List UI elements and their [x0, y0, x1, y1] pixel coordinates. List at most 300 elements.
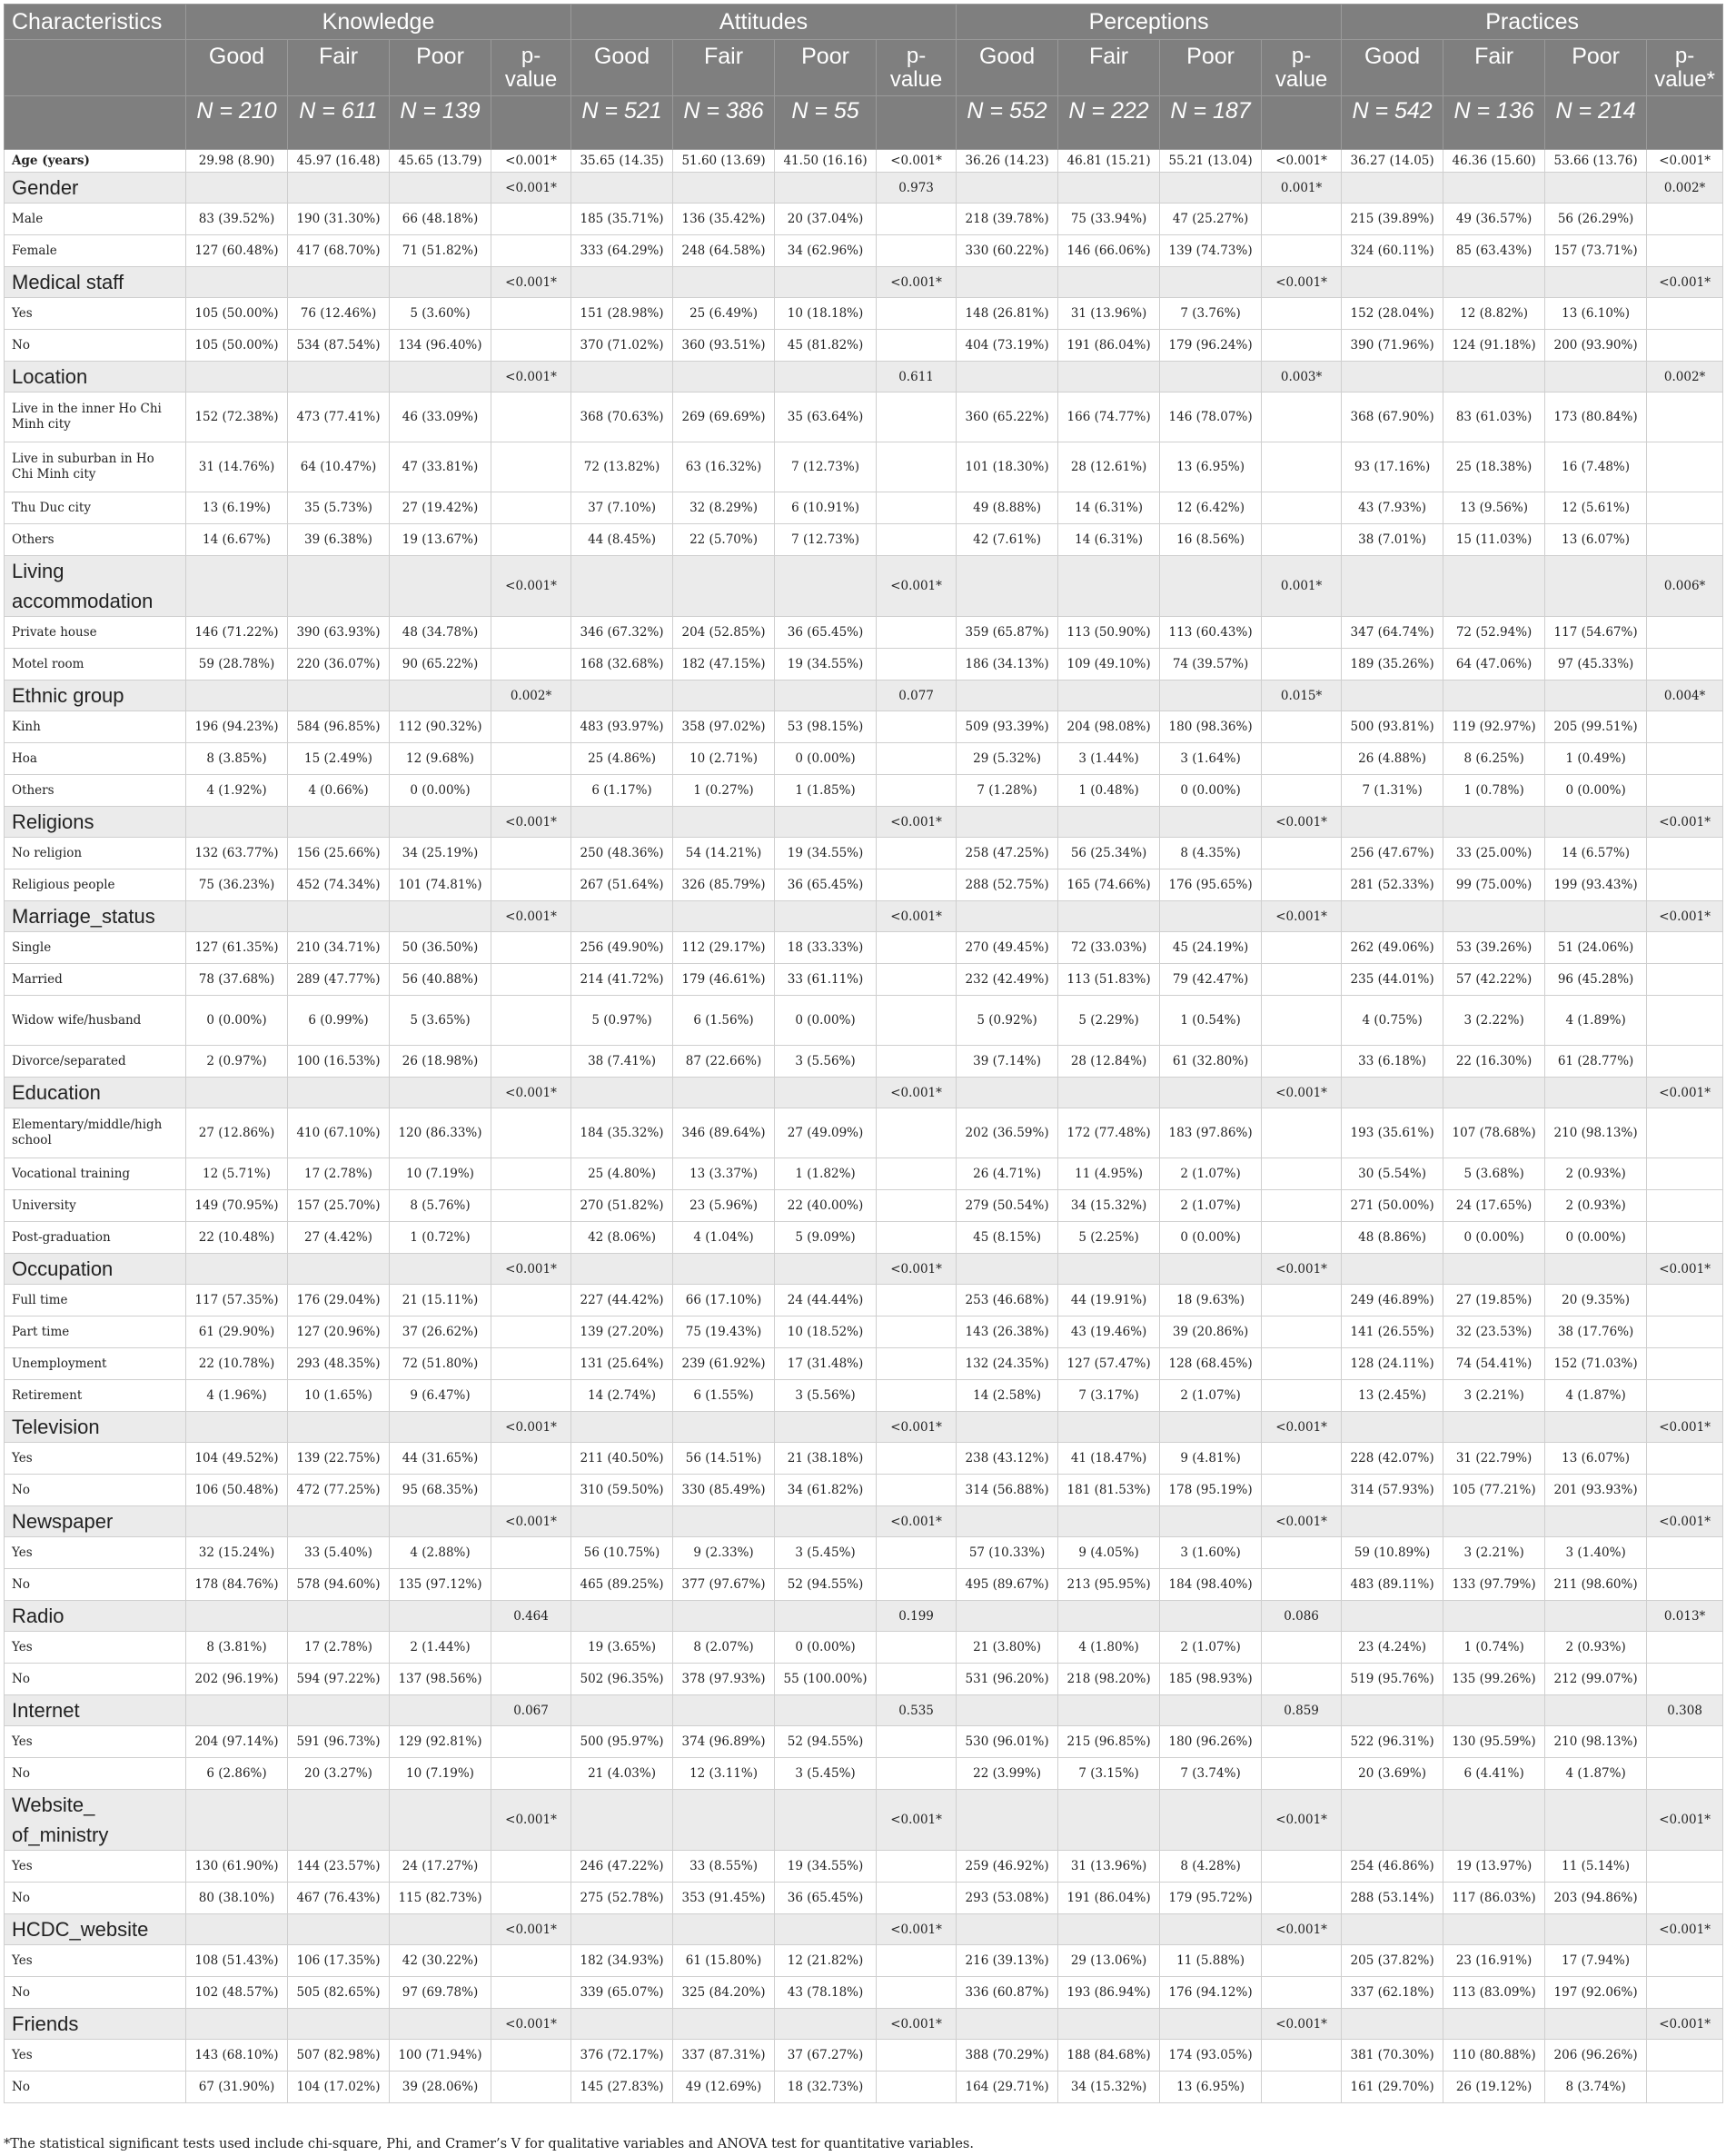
empty-cell: [491, 932, 571, 964]
data-cell: 417 (68.70%): [288, 235, 390, 267]
empty-cell: [288, 267, 390, 298]
empty-cell: [877, 2072, 957, 2103]
level-header-fair: Fair: [1443, 40, 1545, 96]
pvalue-cell: <0.001*: [1647, 1078, 1723, 1108]
empty-cell: [1545, 267, 1647, 298]
data-cell: 214 (41.72%): [571, 964, 673, 996]
data-cell: 35 (5.73%): [288, 492, 390, 524]
table-row: [5, 1664, 1723, 1695]
data-cell: 74 (54.41%): [1443, 1348, 1545, 1380]
data-cell: 6 (1.55%): [673, 1380, 775, 1412]
empty-cell: [571, 1078, 673, 1108]
row-label: Full time: [5, 1285, 186, 1316]
data-cell: 215 (96.85%): [1058, 1726, 1160, 1758]
empty-cell: [957, 1790, 1058, 1851]
row-label: No: [5, 1883, 186, 1914]
data-cell: 5 (9.09%): [775, 1222, 877, 1254]
data-cell: 19 (34.55%): [775, 1851, 877, 1883]
level-header-good: Good: [957, 40, 1058, 96]
empty-cell: [491, 204, 571, 235]
table-row: [5, 996, 1723, 1046]
empty-cell: [1262, 1632, 1342, 1664]
empty-cell: [491, 1046, 571, 1078]
sample-size-text: N = 542: [1352, 98, 1433, 124]
data-cell: 531 (96.20%): [957, 1664, 1058, 1695]
empty-cell: [775, 807, 877, 838]
group-header-attitudes: Attitudes: [571, 5, 957, 40]
level-header-poor: Poor: [1545, 40, 1647, 96]
empty-cell: [877, 1945, 957, 1977]
data-cell: 45 (81.82%): [775, 330, 877, 362]
data-cell: 112 (29.17%): [673, 932, 775, 964]
data-cell: 83 (39.52%): [186, 204, 288, 235]
empty-cell: [1058, 1078, 1160, 1108]
data-cell: 27 (19.85%): [1443, 1285, 1545, 1316]
row-label: Age (years): [5, 150, 186, 173]
data-cell: 18 (32.73%): [775, 2072, 877, 2103]
data-cell: 41 (18.47%): [1058, 1443, 1160, 1475]
empty-cell: [957, 362, 1058, 392]
empty-cell: [491, 1883, 571, 1914]
row-label: University: [5, 1190, 186, 1222]
data-cell: 6 (1.56%): [673, 996, 775, 1046]
data-cell: 93 (17.16%): [1342, 442, 1443, 492]
data-cell: 388 (70.29%): [957, 2040, 1058, 2072]
section-title: Occupation: [5, 1254, 186, 1285]
empty-cell: [1262, 1046, 1342, 1078]
empty-cell: [1160, 362, 1262, 392]
empty-cell: [673, 1695, 775, 1726]
data-cell: 210 (34.71%): [288, 932, 390, 964]
empty-cell: [491, 1632, 571, 1664]
pvalue-cell: <0.001*: [1262, 807, 1342, 838]
empty-cell: [288, 1914, 390, 1945]
empty-cell: [673, 1412, 775, 1443]
empty-cell: [877, 1569, 957, 1601]
data-cell: 0 (0.00%): [775, 743, 877, 775]
data-cell: 19 (13.67%): [390, 524, 491, 556]
data-cell: 11 (4.95%): [1058, 1158, 1160, 1190]
data-cell: 50 (36.50%): [390, 932, 491, 964]
row-label: Elementary/middle/high school: [5, 1108, 186, 1158]
data-cell: 500 (95.97%): [571, 1726, 673, 1758]
data-cell: 3 (2.21%): [1443, 1380, 1545, 1412]
data-cell: 45.65 (13.79): [390, 150, 491, 173]
data-cell: 45 (24.19%): [1160, 932, 1262, 964]
empty-cell: [1647, 711, 1723, 743]
empty-cell: [673, 2009, 775, 2040]
data-cell: 248 (64.58%): [673, 235, 775, 267]
data-cell: 29.98 (8.90): [186, 150, 288, 173]
table-row: [5, 869, 1723, 901]
empty-cell: [877, 330, 957, 362]
data-cell: 33 (6.18%): [1342, 1046, 1443, 1078]
pvalue-cell: 0.002*: [1647, 173, 1723, 204]
empty-cell: [390, 1254, 491, 1285]
empty-cell: [1160, 1506, 1262, 1537]
table-row: [5, 1537, 1723, 1569]
data-cell: 56 (40.88%): [390, 964, 491, 996]
empty-cell: [491, 1285, 571, 1316]
empty-cell: [957, 1601, 1058, 1632]
empty-cell: [1545, 807, 1647, 838]
empty-cell: [1647, 1537, 1723, 1569]
data-cell: 51 (24.06%): [1545, 932, 1647, 964]
row-label: Hoa: [5, 743, 186, 775]
empty-cell: [957, 1412, 1058, 1443]
row-label: Married: [5, 964, 186, 996]
empty-cell: [390, 267, 491, 298]
pvalue-cell: <0.001*: [491, 150, 571, 173]
empty-cell: [491, 1108, 571, 1158]
data-cell: 3 (1.60%): [1160, 1537, 1262, 1569]
row-label: No: [5, 330, 186, 362]
empty-cell: [491, 492, 571, 524]
characteristics-header: Characteristics: [5, 5, 186, 40]
table-row: [5, 235, 1723, 267]
data-cell: 67 (31.90%): [186, 2072, 288, 2103]
data-cell: 134 (96.40%): [390, 330, 491, 362]
data-cell: 13 (9.56%): [1443, 492, 1545, 524]
empty-cell: [1443, 1601, 1545, 1632]
data-cell: 293 (48.35%): [288, 1348, 390, 1380]
data-cell: 500 (93.81%): [1342, 711, 1443, 743]
empty-cell: [673, 1790, 775, 1851]
table-row: [5, 1285, 1723, 1316]
data-cell: 473 (77.41%): [288, 392, 390, 442]
empty-cell: [1058, 267, 1160, 298]
data-cell: 38 (17.76%): [1545, 1316, 1647, 1348]
section-title: Marriage_status: [5, 901, 186, 932]
data-cell: 176 (94.12%): [1160, 1977, 1262, 2009]
data-cell: 119 (92.97%): [1443, 711, 1545, 743]
data-cell: 36.26 (14.23): [957, 150, 1058, 173]
empty-cell: [288, 1601, 390, 1632]
empty-cell: [1160, 556, 1262, 617]
data-cell: 289 (47.77%): [288, 964, 390, 996]
data-cell: 53.66 (13.76): [1545, 150, 1647, 173]
data-cell: 33 (5.40%): [288, 1537, 390, 1569]
data-cell: 376 (72.17%): [571, 2040, 673, 2072]
data-cell: 7 (3.74%): [1160, 1758, 1262, 1790]
section-title: Medical staff: [5, 267, 186, 298]
empty-cell: [1647, 1758, 1723, 1790]
empty-cell: [1342, 1914, 1443, 1945]
section-title: Living accommodation: [5, 556, 186, 617]
data-cell: 522 (96.31%): [1342, 1726, 1443, 1758]
row-label: Post-graduation: [5, 1222, 186, 1254]
empty-cell: [1647, 298, 1723, 330]
empty-cell: [1160, 1412, 1262, 1443]
empty-cell: [877, 392, 957, 442]
pvalue-cell: <0.001*: [1647, 1914, 1723, 1945]
row-label: Yes: [5, 2040, 186, 2072]
data-cell: 61 (28.77%): [1545, 1046, 1647, 1078]
data-cell: 4 (1.04%): [673, 1222, 775, 1254]
level-header-good: Good: [186, 40, 288, 96]
section-row: [5, 556, 1723, 617]
data-cell: 157 (25.70%): [288, 1190, 390, 1222]
empty-cell: [186, 173, 288, 204]
data-cell: 127 (61.35%): [186, 932, 288, 964]
empty-cell: [491, 330, 571, 362]
data-cell: 31 (22.79%): [1443, 1443, 1545, 1475]
empty-cell: [1058, 2009, 1160, 2040]
data-cell: 59 (28.78%): [186, 649, 288, 681]
data-cell: 17 (7.94%): [1545, 1945, 1647, 1977]
data-cell: 20 (37.04%): [775, 204, 877, 235]
empty-cell: [1262, 1475, 1342, 1506]
data-cell: 0 (0.00%): [1160, 775, 1262, 807]
table-row: [5, 1316, 1723, 1348]
section-title: Newspaper: [5, 1506, 186, 1537]
empty-cell: [491, 869, 571, 901]
empty-cell: [390, 807, 491, 838]
section-row: [5, 267, 1723, 298]
data-cell: 1 (0.49%): [1545, 743, 1647, 775]
empty-cell: [1647, 964, 1723, 996]
empty-cell: [571, 901, 673, 932]
data-cell: 38 (7.01%): [1342, 524, 1443, 556]
empty-cell: [1443, 1914, 1545, 1945]
sample-size-text: N = 55: [791, 98, 859, 124]
empty-cell: [1262, 1285, 1342, 1316]
data-cell: 4 (1.87%): [1545, 1758, 1647, 1790]
row-label: No: [5, 1569, 186, 1601]
empty-cell: [1160, 1914, 1262, 1945]
data-cell: 17 (2.78%): [288, 1158, 390, 1190]
data-cell: 12 (6.42%): [1160, 492, 1262, 524]
empty-cell: [390, 556, 491, 617]
empty-cell: [491, 1664, 571, 1695]
data-cell: 26 (19.12%): [1443, 2072, 1545, 2103]
table-row: [5, 1046, 1723, 1078]
empty-cell: [1443, 1506, 1545, 1537]
data-cell: 452 (74.34%): [288, 869, 390, 901]
pvalue-cell: <0.001*: [491, 362, 571, 392]
data-cell: 74 (39.57%): [1160, 649, 1262, 681]
pvalue-header: [1262, 40, 1342, 96]
empty-cell: [957, 1506, 1058, 1537]
empty-cell: [390, 681, 491, 711]
data-cell: 193 (86.94%): [1058, 1977, 1160, 2009]
empty-cell: [1443, 681, 1545, 711]
data-cell: 1 (1.85%): [775, 775, 877, 807]
data-cell: 106 (17.35%): [288, 1945, 390, 1977]
data-cell: 211 (40.50%): [571, 1443, 673, 1475]
data-cell: 64 (47.06%): [1443, 649, 1545, 681]
data-cell: 176 (29.04%): [288, 1285, 390, 1316]
sample-size-header: [1545, 96, 1647, 150]
pvalue-cell: <0.001*: [1262, 901, 1342, 932]
empty-cell: [186, 1790, 288, 1851]
empty-cell: [1262, 1945, 1342, 1977]
data-cell: 9 (4.81%): [1160, 1443, 1262, 1475]
pvalue-cell: 0.002*: [1647, 362, 1723, 392]
empty-cell: [1647, 775, 1723, 807]
table-row: [5, 711, 1723, 743]
data-cell: 5 (0.92%): [957, 996, 1058, 1046]
empty-cell: [775, 1695, 877, 1726]
sample-size-header: [775, 96, 877, 150]
header-blank: [1647, 96, 1723, 150]
data-cell: 21 (3.80%): [957, 1632, 1058, 1664]
section-title: Gender: [5, 173, 186, 204]
row-label: Yes: [5, 1851, 186, 1883]
data-cell: 12 (5.61%): [1545, 492, 1647, 524]
data-cell: 49 (8.88%): [957, 492, 1058, 524]
empty-cell: [571, 1695, 673, 1726]
data-cell: 404 (73.19%): [957, 330, 1058, 362]
pvalue-header: [1647, 40, 1723, 96]
sample-size-header: [390, 96, 491, 150]
empty-cell: [1647, 1977, 1723, 2009]
data-cell: 256 (49.90%): [571, 932, 673, 964]
empty-cell: [1342, 901, 1443, 932]
empty-cell: [1647, 1158, 1723, 1190]
pvalue-cell: 0.067: [491, 1695, 571, 1726]
section-row: [5, 1078, 1723, 1108]
empty-cell: [1160, 2009, 1262, 2040]
empty-cell: [491, 2040, 571, 2072]
empty-cell: [571, 2009, 673, 2040]
empty-cell: [1262, 838, 1342, 869]
data-cell: 502 (96.35%): [571, 1664, 673, 1695]
data-cell: 191 (86.04%): [1058, 1883, 1160, 1914]
data-cell: 43 (78.18%): [775, 1977, 877, 2009]
empty-cell: [1262, 869, 1342, 901]
section-title: Location: [5, 362, 186, 392]
empty-cell: [1545, 681, 1647, 711]
empty-cell: [1160, 1078, 1262, 1108]
data-cell: 27 (19.42%): [390, 492, 491, 524]
data-cell: 390 (71.96%): [1342, 330, 1443, 362]
data-cell: 78 (37.68%): [186, 964, 288, 996]
data-cell: 5 (0.97%): [571, 996, 673, 1046]
pvalue-cell: <0.001*: [491, 1790, 571, 1851]
data-cell: 100 (71.94%): [390, 2040, 491, 2072]
sample-size-text: N = 521: [581, 98, 662, 124]
data-cell: 152 (28.04%): [1342, 298, 1443, 330]
pvalue-cell: <0.001*: [1262, 267, 1342, 298]
empty-cell: [186, 2009, 288, 2040]
section-row: [5, 2009, 1723, 2040]
data-cell: 0 (0.00%): [775, 1632, 877, 1664]
data-cell: 270 (51.82%): [571, 1190, 673, 1222]
empty-cell: [957, 173, 1058, 204]
data-cell: 25 (4.80%): [571, 1158, 673, 1190]
data-cell: 5 (3.68%): [1443, 1158, 1545, 1190]
empty-cell: [957, 267, 1058, 298]
data-cell: 105 (77.21%): [1443, 1475, 1545, 1506]
empty-cell: [673, 681, 775, 711]
data-cell: 279 (50.54%): [957, 1190, 1058, 1222]
data-cell: 1 (0.74%): [1443, 1632, 1545, 1664]
empty-cell: [571, 1506, 673, 1537]
empty-cell: [491, 1190, 571, 1222]
data-cell: 185 (98.93%): [1160, 1664, 1262, 1695]
pvalue-cell: 0.308: [1647, 1695, 1723, 1726]
data-cell: 33 (61.11%): [775, 964, 877, 996]
data-cell: 43 (19.46%): [1058, 1316, 1160, 1348]
data-cell: 43 (7.93%): [1342, 492, 1443, 524]
header-blank: [877, 96, 957, 150]
data-cell: 339 (65.07%): [571, 1977, 673, 2009]
empty-cell: [957, 1254, 1058, 1285]
data-cell: 377 (97.67%): [673, 1569, 775, 1601]
data-cell: 148 (26.81%): [957, 298, 1058, 330]
empty-cell: [1160, 807, 1262, 838]
data-cell: 314 (56.88%): [957, 1475, 1058, 1506]
data-cell: 12 (9.68%): [390, 743, 491, 775]
data-cell: 23 (16.91%): [1443, 1945, 1545, 1977]
empty-cell: [1545, 901, 1647, 932]
empty-cell: [1262, 1380, 1342, 1412]
empty-cell: [288, 2009, 390, 2040]
pvalue-cell: <0.001*: [1262, 1412, 1342, 1443]
data-cell: 166 (74.77%): [1058, 392, 1160, 442]
empty-cell: [1058, 1695, 1160, 1726]
data-cell: 156 (25.66%): [288, 838, 390, 869]
empty-cell: [1262, 2040, 1342, 2072]
pvalue-cell: 0.077: [877, 681, 957, 711]
data-cell: 7 (1.31%): [1342, 775, 1443, 807]
sample-size-text: N = 139: [400, 98, 481, 124]
data-cell: 180 (96.26%): [1160, 1726, 1262, 1758]
data-cell: 269 (69.69%): [673, 392, 775, 442]
empty-cell: [877, 869, 957, 901]
empty-cell: [1262, 1158, 1342, 1190]
sample-size-text: N = 187: [1170, 98, 1251, 124]
empty-cell: [491, 1945, 571, 1977]
data-cell: 203 (94.86%): [1545, 1883, 1647, 1914]
data-cell: 270 (49.45%): [957, 932, 1058, 964]
section-row: [5, 1914, 1723, 1945]
empty-cell: [775, 1254, 877, 1285]
header-blank: [5, 40, 186, 96]
empty-cell: [1342, 1412, 1443, 1443]
pvalue-cell: <0.001*: [491, 901, 571, 932]
data-cell: 4 (1.92%): [186, 775, 288, 807]
pvalue-cell: 0.973: [877, 173, 957, 204]
empty-cell: [571, 1254, 673, 1285]
data-cell: 61 (32.80%): [1160, 1046, 1262, 1078]
empty-cell: [877, 1977, 957, 2009]
data-cell: 72 (51.80%): [390, 1348, 491, 1380]
empty-cell: [1647, 1443, 1723, 1475]
sample-size-header: [1443, 96, 1545, 150]
data-cell: 189 (35.26%): [1342, 649, 1443, 681]
data-cell: 178 (84.76%): [186, 1569, 288, 1601]
table-row: [5, 1632, 1723, 1664]
data-cell: 172 (77.48%): [1058, 1108, 1160, 1158]
empty-cell: [1058, 556, 1160, 617]
row-label: Thu Duc city: [5, 492, 186, 524]
data-cell: 146 (66.06%): [1058, 235, 1160, 267]
data-cell: 205 (99.51%): [1545, 711, 1647, 743]
data-cell: 71 (51.82%): [390, 235, 491, 267]
empty-cell: [288, 1412, 390, 1443]
data-cell: 267 (51.64%): [571, 869, 673, 901]
data-cell: 37 (26.62%): [390, 1316, 491, 1348]
empty-cell: [491, 298, 571, 330]
empty-cell: [1647, 1883, 1723, 1914]
data-cell: 13 (6.10%): [1545, 298, 1647, 330]
data-cell: 227 (44.42%): [571, 1285, 673, 1316]
empty-cell: [877, 1443, 957, 1475]
row-label: Widow wife/husband: [5, 996, 186, 1046]
empty-cell: [1262, 964, 1342, 996]
